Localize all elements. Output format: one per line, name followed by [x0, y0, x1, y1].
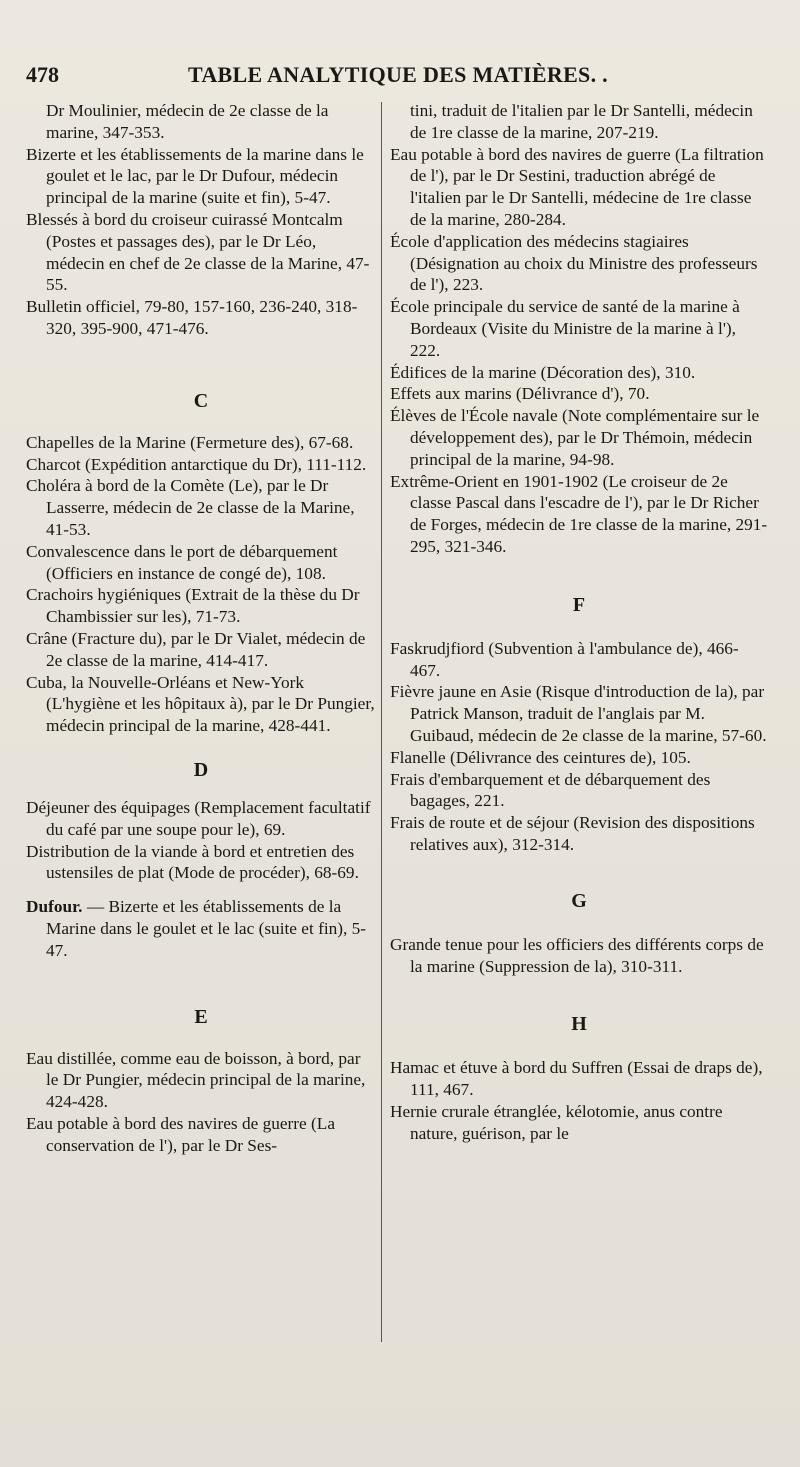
right-column — [390, 100, 768, 1144]
section-letter-g: G — [571, 889, 587, 912]
section-letter-f: F — [572, 593, 586, 616]
index-entry: Flanelle (Délivrance des ceintures de), 105. — [390, 747, 691, 767]
index-entry: Élèves de l'École navale (Note complémentaire sur le développement des), par le Dr Thémoin, médecin principal de la marine, 94-98. — [390, 406, 760, 469]
section-letter-e: E — [194, 1005, 208, 1028]
index-entry: Distribution de la viande à bord et entretien des ustensiles de plat (Mode de procéder), 68-69. — [26, 841, 359, 883]
index-entry: Eau potable à bord des navires de guerre (La conservation de l'), par le Dr Ses- — [26, 1113, 336, 1155]
index-entry: Hernie crurale étranglée, kélotomie, anus contre nature, guérison, par le — [390, 1101, 723, 1143]
section-letter-d: D — [193, 758, 209, 781]
index-entry: Hamac et étuve à bord du Suffren (Essai de draps de), 111, 467. — [390, 1058, 763, 1100]
index-entry: Grande tenue pour les officiers des différents corps de la marine (Suppression de la), 310-311. — [390, 934, 764, 976]
index-entry: Crâne (Fracture du), par le Dr Vialet, médecin de 2e classe de la marine, 414-417. — [26, 628, 366, 670]
index-entry: Effets aux marins (Délivrance d'), 70. — [390, 384, 650, 404]
left-column — [26, 100, 376, 1156]
index-entry: Bizerte et les établissements de la marine dans le goulet et le lac, par le Dr Dufour, médecin principal de la marine (suite et fin), 5-47. — [26, 144, 364, 208]
index-entry: Faskrudjfiord (Subvention à l'ambulance de), 466-467. — [390, 638, 739, 680]
section-letter-c: C — [193, 389, 209, 412]
index-entry: Frais de route et de séjour (Revision des dispositions relatives aux), 312-314. — [390, 813, 755, 854]
index-entry: Frais d'embarquement et de débarquement des bagages, 221. — [390, 769, 711, 811]
index-entry: Déjeuner des équipages (Remplacement facultatif du café par une soupe pour le), 69. — [26, 797, 371, 839]
author-name: Dufour. — [26, 897, 83, 917]
index-entry: Blessés à bord du croiseur cuirassé Montcalm (Postes et passages des), par le Dr Léo, médecin en chef de 2e classe de la Marine, 47-55. — [26, 209, 370, 295]
index-entry: Eau distillée, comme eau de boisson, à bord, par le Dr Pungier, médecin principal de la marine, 424-428. — [26, 1048, 366, 1112]
index-entry: École principale du service de santé de la marine à Bordeaux (Visite du Ministre de la marine à l'), 222. — [390, 297, 740, 360]
index-entry: Cuba, la Nouvelle-Orléans et New-York (L'hygiène et les hôpitaux à), par le Dr Pungier, médecin principal de la marine, 428-441. — [26, 672, 375, 736]
index-entry: École d'application des médecins stagiaires (Désignation au choix du Ministre des professeurs de l'), 223. — [390, 231, 758, 295]
index-entry: Dr Moulinier, médecin de 2e classe de la marine, 347-353. — [46, 101, 329, 142]
author-entry — [26, 896, 376, 961]
page-header — [26, 62, 776, 92]
index-entry: Extrême-Orient en 1901-1902 (Le croiseur de 2e classe Pascal dans l'escadre de l'), par le Dr Richer de Forges, médecin de 1re classe de la marine, 291-295, 321-346. — [390, 471, 768, 556]
section-letter-h: H — [571, 1013, 587, 1036]
author-entry-text: — Bizerte et les établissements de la Marine dans le goulet et le lac (suite et fin), 5-47. — [46, 897, 367, 960]
index-entry: Bulletin officiel, 79-80, 157-160, 236-240, 318-320, 395-900, 471-476. — [26, 297, 358, 338]
index-entry: Eau potable à bord des navires de guerre (La filtration de l'), par le Dr Sestini, traduction abrégé de l'italien par le Dr Santelli, médecine de 1re classe de la marine, 280-284. — [390, 144, 764, 229]
column-divider — [381, 102, 382, 1342]
index-entry: Crachoirs hygiéniques (Extrait de la thèse du Dr Chambissier sur les), 71-73. — [26, 585, 360, 627]
index-entry: Convalescence dans le port de débarquement (Officiers en instance de congé de), 108. — [26, 541, 338, 583]
page-number: 478 — [26, 62, 59, 87]
index-entry: Choléra à bord de la Comète (Le), par le Dr Lasserre, médecin de 2e classe de la Marine, 41-53. — [26, 476, 355, 539]
index-entry: Édifices de la marine (Décoration des), 310. — [390, 362, 696, 382]
index-entry: tini, traduit de l'italien par le Dr Santelli, médecin de 1re classe de la marine, 207-219. — [410, 101, 753, 142]
index-entry: Charcot (Expédition antarctique du Dr), 111-112. — [26, 454, 367, 474]
page-title: TABLE ANALYTIQUE DES MATIÈRES. . — [188, 62, 608, 87]
index-entry: Fièvre jaune en Asie (Risque d'introduction de la), par Patrick Manson, traduit de l'anglais par M. Guibaud, médecin de 2e classe de la marine, 57-60. — [390, 682, 767, 745]
index-entry: Chapelles de la Marine (Fermeture des), 67-68. — [26, 432, 354, 452]
